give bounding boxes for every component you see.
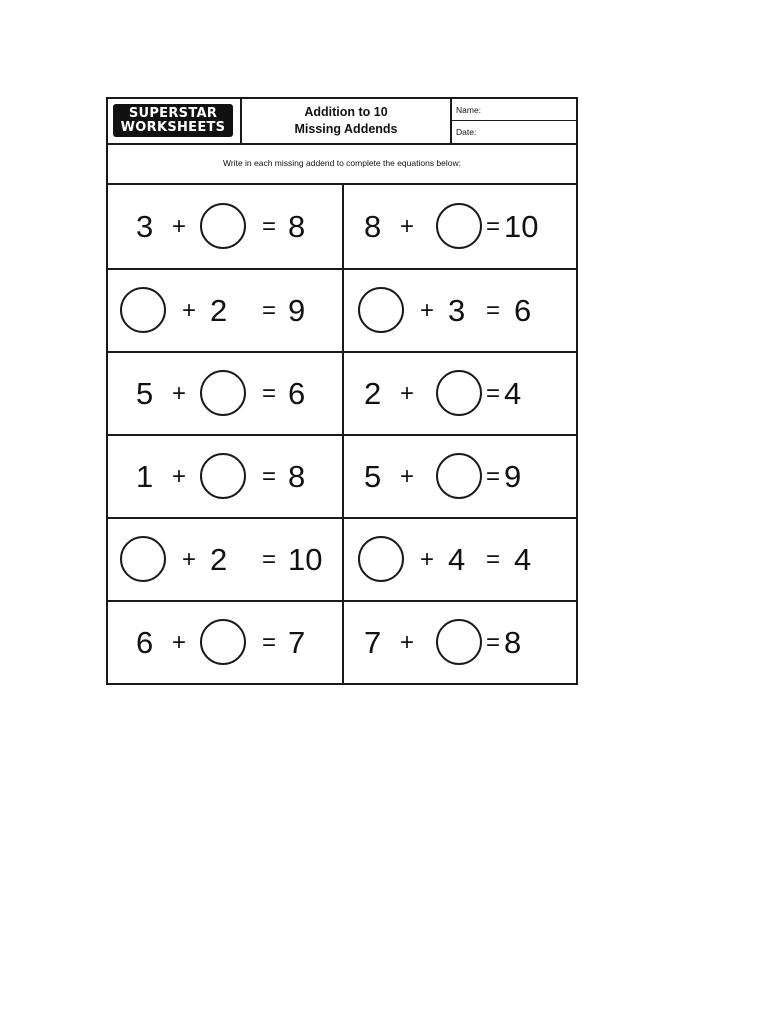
problem-cell (344, 600, 576, 683)
sum: 4 (504, 375, 522, 411)
plus-sign: + (182, 545, 197, 573)
worksheet-header (108, 99, 576, 145)
sum: 4 (514, 541, 532, 577)
sum: 6 (288, 375, 306, 411)
plus-sign: + (400, 462, 415, 490)
equation (108, 270, 342, 351)
problem-cell (108, 600, 342, 683)
equation (108, 519, 342, 600)
date-field[interactable] (452, 121, 576, 142)
answer-circle[interactable] (436, 203, 482, 249)
problem-cell (108, 434, 342, 517)
addend: 5 (136, 375, 154, 411)
sum: 9 (504, 458, 522, 494)
sum: 10 (288, 541, 323, 577)
date-label: Date: (456, 126, 477, 137)
name-label: Name: (456, 104, 482, 115)
logo-line-1: SUPERSTAR (128, 105, 218, 121)
answer-circle[interactable] (200, 203, 246, 249)
answer-circle[interactable] (200, 453, 246, 499)
addend: 2 (210, 292, 228, 328)
equals-sign: = (262, 379, 277, 407)
problem-cell (108, 185, 342, 268)
addend: 7 (364, 624, 382, 660)
addend: 6 (136, 624, 154, 660)
plus-sign: + (172, 462, 187, 490)
equals-sign: = (262, 462, 277, 490)
superstar-worksheets-logo (113, 104, 233, 137)
answer-circle[interactable] (200, 619, 246, 665)
equation (344, 602, 576, 683)
instructions-bar (108, 143, 576, 185)
title-line-1: Addition to 10 (304, 105, 388, 119)
answer-circle[interactable] (436, 619, 482, 665)
name-field[interactable] (452, 99, 576, 121)
answer-circle[interactable] (200, 370, 246, 416)
equals-sign: = (486, 212, 501, 240)
equation (108, 602, 342, 683)
addend: 4 (448, 541, 466, 577)
equals-sign: = (262, 212, 277, 240)
instructions-text: Write in each missing addend to complete the equations below: (223, 158, 461, 168)
equals-sign: = (486, 462, 501, 490)
problem-cell (344, 185, 576, 268)
problem-cell (108, 517, 342, 600)
problem-grid (108, 185, 576, 683)
problem-cell (108, 351, 342, 434)
answer-circle[interactable] (358, 536, 404, 582)
addend: 5 (364, 458, 382, 494)
plus-sign: + (400, 212, 415, 240)
equation (344, 270, 576, 351)
problem-cell (344, 517, 576, 600)
equals-sign: = (486, 296, 501, 324)
equation (344, 519, 576, 600)
plus-sign: + (172, 212, 187, 240)
equation (344, 436, 576, 517)
problem-cell (344, 434, 576, 517)
worksheet-title (242, 99, 452, 143)
problem-cell (108, 268, 342, 351)
equals-sign: = (262, 296, 277, 324)
sum: 8 (288, 458, 306, 494)
addend: 2 (210, 541, 228, 577)
worksheet (106, 97, 578, 685)
sum: 8 (288, 208, 306, 244)
equals-sign: = (486, 545, 501, 573)
answer-circle[interactable] (436, 453, 482, 499)
sum: 8 (504, 624, 522, 660)
title-line-2: Missing Addends (294, 122, 398, 136)
plus-sign: + (420, 545, 435, 573)
sum: 6 (514, 292, 532, 328)
plus-sign: + (400, 379, 415, 407)
equation (108, 353, 342, 434)
logo-line-2: WORKSHEETS (120, 119, 226, 135)
answer-circle[interactable] (358, 287, 404, 333)
addend: 3 (448, 292, 466, 328)
equation (108, 185, 342, 268)
equals-sign: = (486, 628, 501, 656)
equation (344, 353, 576, 434)
addend: 3 (136, 208, 154, 244)
sum: 9 (288, 292, 306, 328)
equation (108, 436, 342, 517)
student-info (452, 99, 576, 143)
plus-sign: + (420, 296, 435, 324)
plus-sign: + (400, 628, 415, 656)
answer-circle[interactable] (120, 536, 166, 582)
equals-sign: = (262, 545, 277, 573)
equation (344, 185, 576, 268)
plus-sign: + (172, 628, 187, 656)
plus-sign: + (182, 296, 197, 324)
addend: 1 (136, 458, 154, 494)
addend: 8 (364, 208, 382, 244)
sum: 10 (504, 208, 539, 244)
addend: 2 (364, 375, 382, 411)
plus-sign: + (172, 379, 187, 407)
sum: 7 (288, 624, 306, 660)
answer-circle[interactable] (120, 287, 166, 333)
problem-cell (344, 268, 576, 351)
problem-cell (344, 351, 576, 434)
logo-cell (108, 99, 242, 143)
equals-sign: = (486, 379, 501, 407)
equals-sign: = (262, 628, 277, 656)
answer-circle[interactable] (436, 370, 482, 416)
